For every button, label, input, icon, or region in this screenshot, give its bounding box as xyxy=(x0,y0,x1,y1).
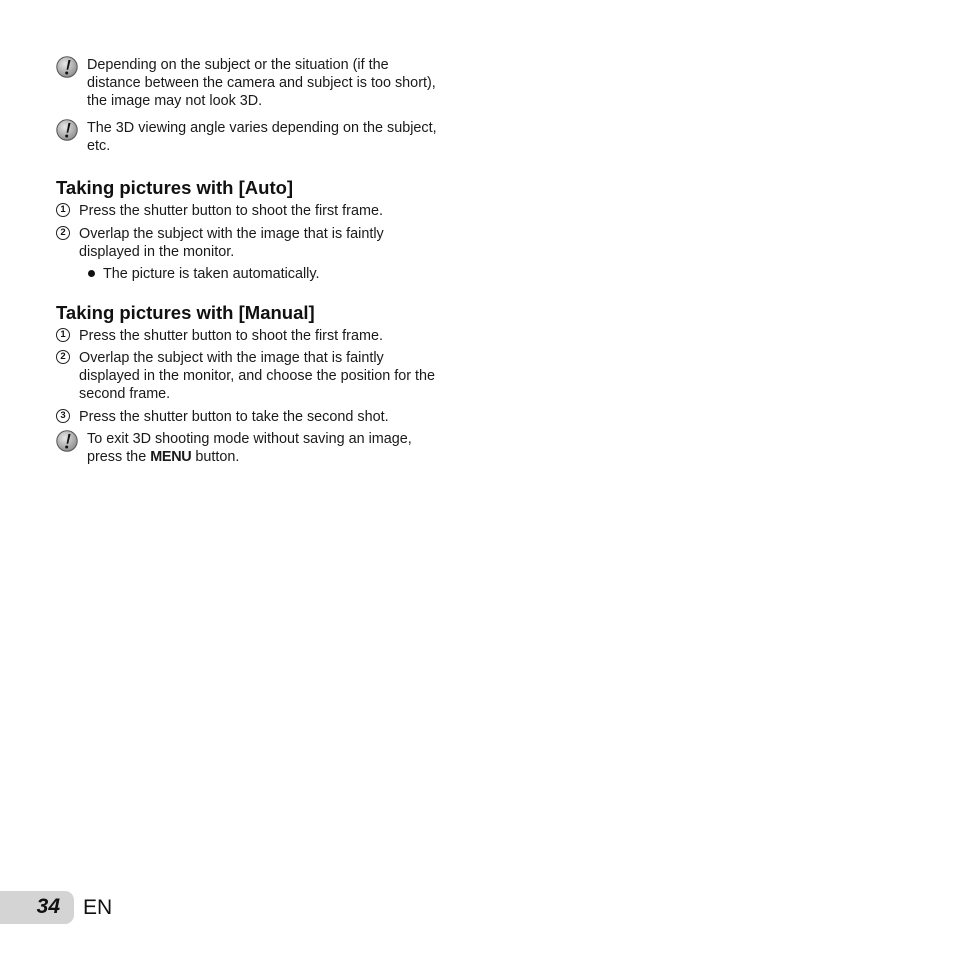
bullet-item xyxy=(88,265,320,283)
step-text: Overlap the subject with the image that is faintly displayed in the monitor, and choose the position for the second frame. xyxy=(79,350,435,402)
section-heading-auto: Taking pictures with [Auto] xyxy=(56,177,294,198)
step-text: Press the shutter button to shoot the first frame. xyxy=(79,328,383,344)
caution-note xyxy=(56,430,446,466)
step-item xyxy=(56,225,446,261)
step-text: Press the shutter button to take the second shot. xyxy=(79,409,389,425)
step-number: 1 xyxy=(56,328,70,342)
section-heading-manual: Taking pictures with [Manual] xyxy=(56,302,315,323)
step-item xyxy=(56,327,446,345)
step-text: Overlap the subject with the image that is faintly displayed in the monitor. xyxy=(79,226,384,260)
step-item xyxy=(56,349,446,403)
note-text: The 3D viewing angle varies depending on the subject, etc. xyxy=(87,120,437,154)
step-number: 2 xyxy=(56,226,70,240)
language-label: EN xyxy=(83,896,113,919)
step-number: 1 xyxy=(56,203,70,217)
caution-icon xyxy=(56,56,78,78)
caution-note xyxy=(56,119,446,155)
caution-note xyxy=(56,56,446,110)
bullet-text: The picture is taken automatically. xyxy=(103,266,320,282)
page-number: 34 xyxy=(36,895,60,918)
step-item xyxy=(56,408,446,426)
bullet-dot xyxy=(88,270,95,277)
caution-icon xyxy=(56,119,78,141)
note-text: To exit 3D shooting mode without saving an image, press the MENU button. xyxy=(87,431,412,465)
page-number-tab xyxy=(0,891,74,924)
step-item xyxy=(56,202,446,220)
step-number: 2 xyxy=(56,350,70,364)
step-number: 3 xyxy=(56,409,70,423)
menu-button-label: MENU xyxy=(150,449,192,465)
note-text: Depending on the subject or the situation (if the distance between the camera and subject is too short), the image may not look 3D. xyxy=(87,57,436,109)
step-text: Press the shutter button to shoot the first frame. xyxy=(79,203,383,219)
caution-icon xyxy=(56,430,78,452)
